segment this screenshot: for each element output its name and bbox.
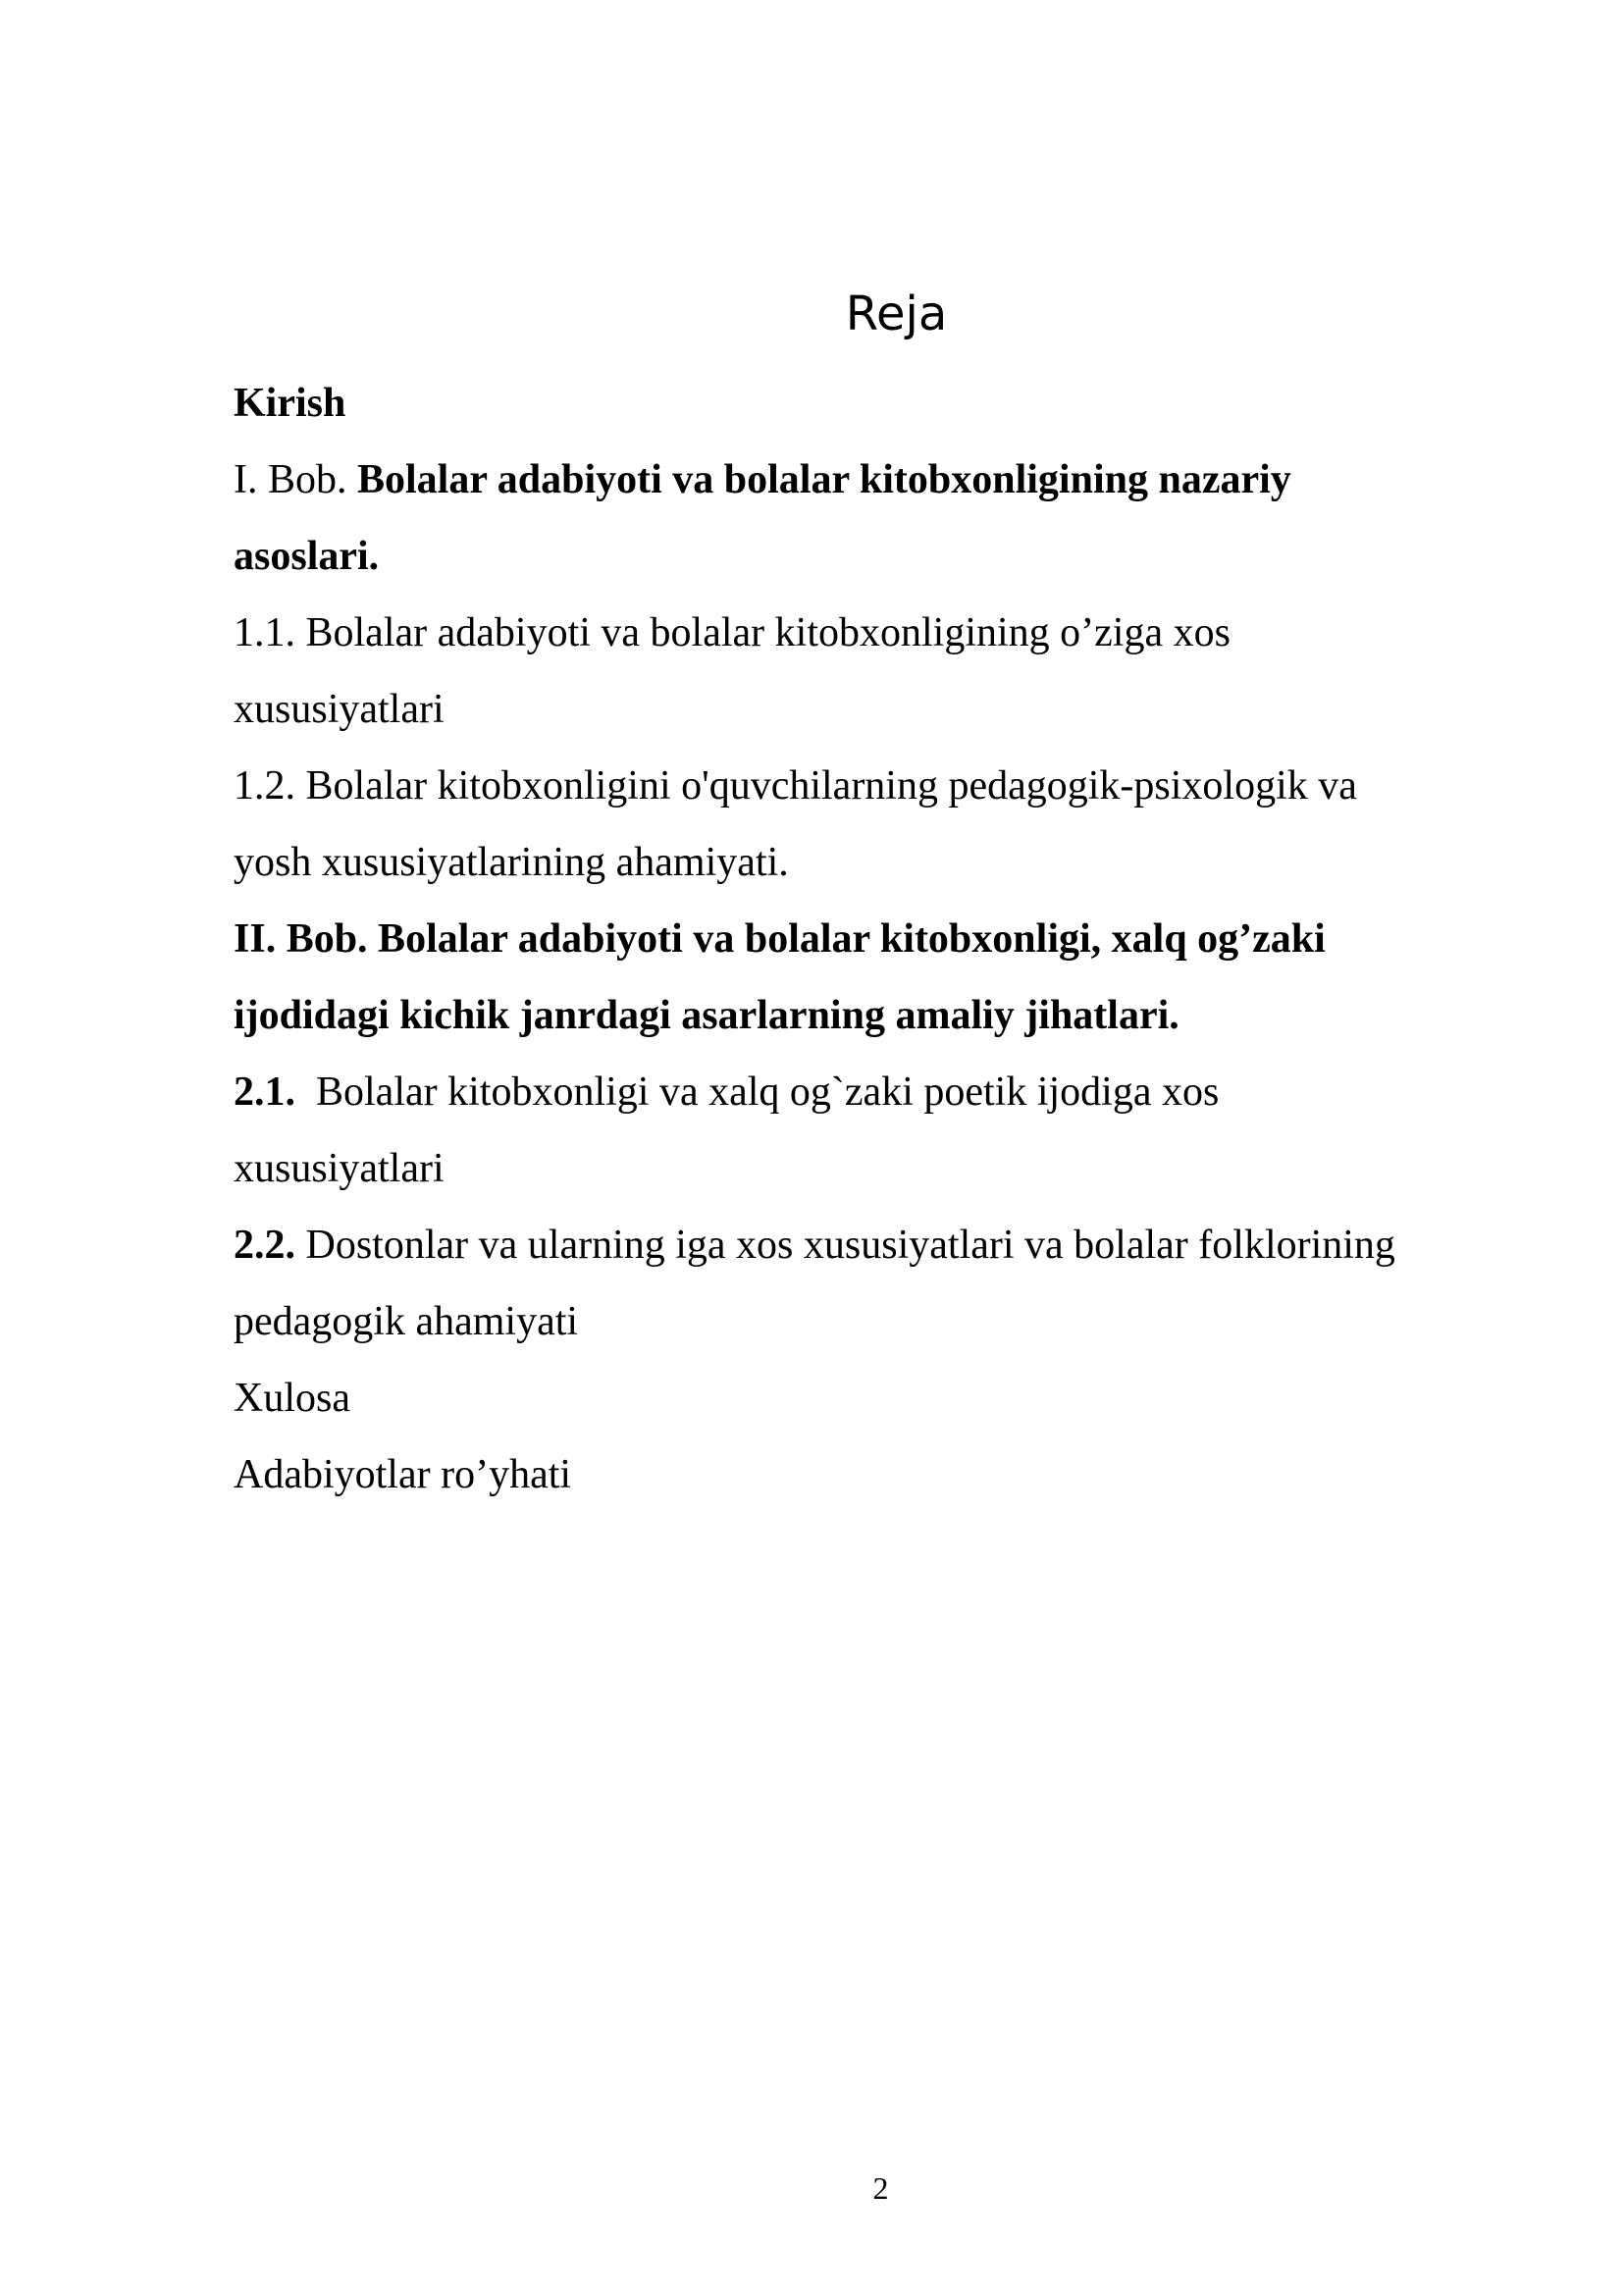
table-of-contents [234, 365, 1499, 1513]
toc-chapter-2-line-2: ijodidagi kichik janrdagi asarlarning amaliy jihatlari. [234, 993, 1179, 1038]
toc-section-2-1-line-2: xususiyatlari [234, 1146, 445, 1191]
toc-chapter-2-line-1: II. Bob. Bolalar adabiyoti va bolalar kitobxonligi, xalq og’zaki [234, 916, 1326, 962]
toc-section-2-1-number: 2.1. [234, 1070, 295, 1115]
toc-chapter-1-title: Bolalar adabiyoti va bolalar kitobxonligining nazariy [357, 457, 1291, 502]
toc-section-2-2-line-2: pedagogik ahamiyati [234, 1299, 579, 1344]
page-number: 2 [872, 2170, 889, 2206]
toc-section-1-1-line-2: xususiyatlari [234, 687, 445, 732]
toc-section-2-1-line-1 [234, 1054, 1499, 1130]
toc-section-2-2-number: 2.2. [234, 1223, 295, 1268]
toc-item-conclusion: Xulosa [234, 1376, 350, 1421]
toc-section-2-2-title: Dostonlar va ularning iga xos xususiyatlari va bolalar folklorining [305, 1223, 1395, 1268]
toc-section-2-2-line-1 [234, 1207, 1499, 1283]
toc-section-1-2-line-2: yosh xususiyatlarining ahamiyati. [234, 840, 789, 885]
toc-chapter-1-prefix: I. Bob. [234, 457, 347, 502]
toc-item-references: Adabiyotlar ro’yhati [234, 1452, 572, 1497]
page-title: Reja [845, 287, 948, 341]
toc-section-2-1-title: Bolalar kitobxonligi va xalq og`zaki poetik ijodiga xos [316, 1070, 1220, 1115]
toc-section-1-2-line-1: 1.2. Bolalar kitobxonligini o'quvchilarning pedagogik-psixologik va [234, 763, 1357, 809]
toc-section-1-1-line-1: 1.1. Bolalar adabiyoti va bolalar kitobxonligining o’ziga xos [234, 610, 1231, 655]
toc-item-intro: Kirish [234, 381, 346, 426]
toc-chapter-1-line-2: asoslari. [234, 534, 380, 579]
toc-chapter-1-line-1 [234, 442, 1499, 518]
